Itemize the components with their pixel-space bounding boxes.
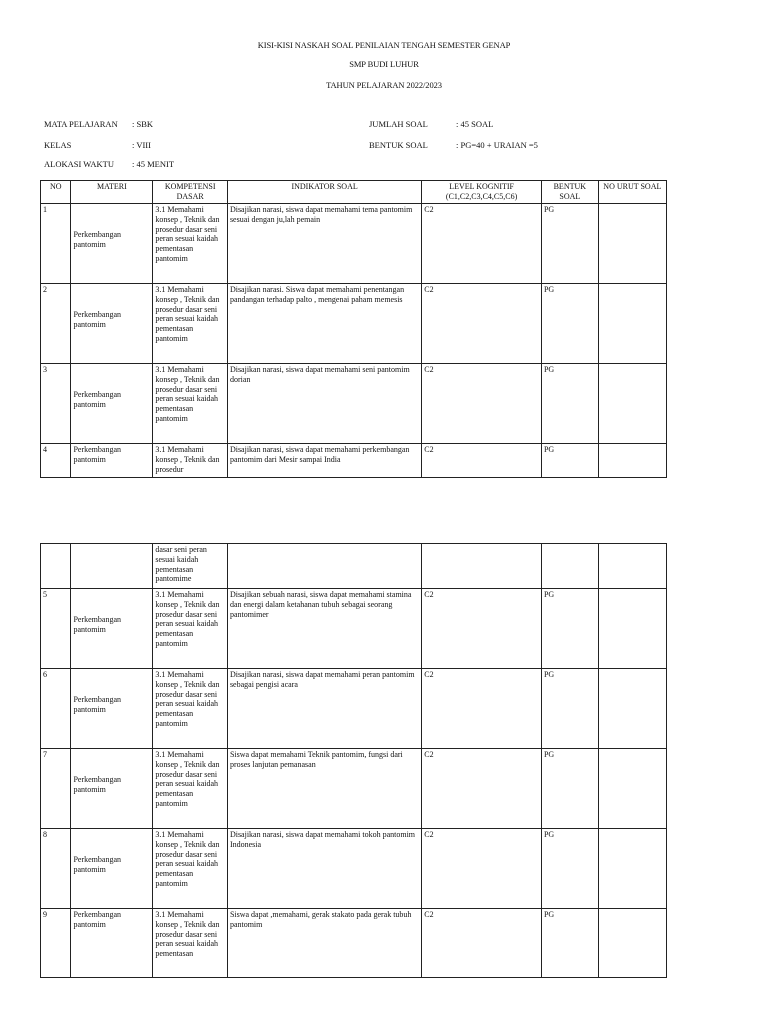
cell-bentuk: PG: [541, 749, 598, 829]
table-row: [41, 909, 667, 978]
table-row: [41, 589, 667, 669]
cell-no: 5: [41, 589, 71, 669]
cell-kd: 3.1 Memahami konsep , Teknik dan prosedur dasar seni peran sesuai kaidah pementasan pantomim: [153, 364, 228, 444]
cell-level: C2: [422, 909, 542, 978]
cell-kd: 3.1 Memahami konsep , Teknik dan prosedur: [153, 444, 228, 478]
cell-bentuk: PG: [541, 669, 598, 749]
cell-bentuk: PG: [541, 284, 598, 364]
col-header-no: NO: [41, 181, 71, 204]
cell-level: C2: [422, 364, 542, 444]
cell-bentuk: PG: [541, 589, 598, 669]
alokasi-label: ALOKASI WAKTU: [44, 159, 114, 169]
cell-no: 2: [41, 284, 71, 364]
cell-kd: 3.1 Memahami konsep , Teknik dan prosedur dasar seni peran sesuai kaidah pementasan pantomim: [153, 829, 228, 909]
cell-indikator: Disajikan narasi, siswa dapat memahami perkembangan pantomim dari Mesir sampai India: [227, 444, 421, 478]
cell-level: C2: [422, 669, 542, 749]
school-name: SMP BUDI LUHUR: [349, 59, 419, 69]
cell-no-urut: [598, 749, 666, 829]
document-title: KISI-KISI NASKAH SOAL PENILAIAN TENGAH SEMESTER GENAP: [257, 40, 511, 50]
cell-materi: Perkembangan pantomim: [71, 909, 153, 978]
cell-kd: 3.1 Memahami konsep , Teknik dan prosedur dasar seni peran sesuai kaidah pementasan pantomim: [153, 589, 228, 669]
jumlah-soal-label: JUMLAH SOAL: [369, 119, 428, 129]
cell-level: C2: [422, 749, 542, 829]
kelas-value: : VIII: [132, 140, 151, 150]
cell-level: C2: [422, 589, 542, 669]
cell-kd: 3.1 Memahami konsep , Teknik dan prosedur dasar seni peran sesuai kaidah pementasan pantomim: [153, 749, 228, 829]
cell-bentuk: PG: [541, 364, 598, 444]
table-row: [41, 829, 667, 909]
cell-indikator: Disajikan narasi. Siswa dapat memahami penentangan pandangan terhadap palto , mengenai paham memesis: [227, 284, 421, 364]
table-row: [41, 749, 667, 829]
kisi-table-page2: [40, 543, 667, 978]
cell-materi: Perkembangan pantomim: [71, 444, 153, 478]
cell-materi: Perkembangan pantomim: [71, 669, 153, 749]
cell-materi: Perkembangan pantomim: [71, 284, 153, 364]
cell-bentuk: PG: [541, 204, 598, 284]
cell-bentuk: PG: [541, 444, 598, 478]
cell-materi: Perkembangan pantomim: [71, 364, 153, 444]
col-header-kd: KOMPETENSI DASAR: [153, 181, 228, 204]
cell-no: 4: [41, 444, 71, 478]
table-header-row: [41, 181, 667, 204]
cell-no-urut: [598, 444, 666, 478]
cell-materi: Perkembangan pantomim: [71, 589, 153, 669]
col-header-no-urut: NO URUT SOAL: [598, 181, 666, 204]
cell-level: C2: [422, 444, 542, 478]
cell-materi: Perkembangan pantomim: [71, 749, 153, 829]
col-header-materi: MATERI: [71, 181, 153, 204]
cell-no: 1: [41, 204, 71, 284]
table-row: [41, 284, 667, 364]
cell-kd: 3.1 Memahami konsep , Teknik dan prosedur dasar seni peran sesuai kaidah pementasan pantomim: [153, 284, 228, 364]
cell-kd: 3.1 Memahami konsep , Teknik dan prosedur dasar seni peran sesuai kaidah pementasan: [153, 909, 228, 978]
table-row: [41, 444, 667, 478]
table-row-continuation: [41, 544, 667, 589]
cell-bentuk: PG: [541, 909, 598, 978]
bentuk-soal-label: BENTUK SOAL: [369, 140, 428, 150]
cell-level: C2: [422, 284, 542, 364]
cell-no-urut: [598, 204, 666, 284]
cell-kd: 3.1 Memahami konsep , Teknik dan prosedur dasar seni peran sesuai kaidah pementasan pantomim: [153, 204, 228, 284]
table-row: [41, 669, 667, 749]
cell-no-urut: [598, 829, 666, 909]
kisi-table-page1: [40, 180, 667, 478]
cell-no: 9: [41, 909, 71, 978]
cell-level: C2: [422, 204, 542, 284]
academic-year: TAHUN PELAJARAN 2022/2023: [326, 80, 442, 90]
cell-indikator: Disajikan narasi, siswa dapat memahami tokoh pantomim Indonesia: [227, 829, 421, 909]
cell-indikator: Disajikan sebuah narasi, siswa dapat memahami stamina dan energi dalam ketahanan tubuh sebagai seorang pantomimer: [227, 589, 421, 669]
mapel-label: MATA PELAJARAN: [44, 119, 118, 129]
col-header-level: LEVEL KOGNITIF (C1,C2,C3,C4,C5,C6): [422, 181, 542, 204]
cell-kd: 3.1 Memahami konsep , Teknik dan prosedur dasar seni peran sesuai kaidah pementasan pantomim: [153, 669, 228, 749]
cell-level: C2: [422, 829, 542, 909]
table-row: [41, 204, 667, 284]
col-header-indikator: INDIKATOR SOAL: [227, 181, 421, 204]
cell-no-urut: [598, 364, 666, 444]
jumlah-soal-value: : 45 SOAL: [456, 119, 494, 129]
alokasi-value: : 45 MENIT: [132, 159, 175, 169]
cell-no: 8: [41, 829, 71, 909]
cell-materi: Perkembangan pantomim: [71, 829, 153, 909]
cell-indikator: Siswa dapat ,memahami, gerak stakato pada gerak tubuh pantomim: [227, 909, 421, 978]
cell-indikator: Disajikan narasi, siswa dapat memahami tema pantomim sesuai dengan ju,lah pemain: [227, 204, 421, 284]
cell-kd: dasar seni peran sesuai kaidah pementasan pantomime: [153, 544, 228, 589]
cell-materi: Perkembangan pantomim: [71, 204, 153, 284]
cell-no-urut: [598, 669, 666, 749]
mapel-value: : SBK: [132, 119, 154, 129]
cell-no-urut: [598, 589, 666, 669]
cell-indikator: Disajikan narasi, siswa dapat memahami peran pantomim sebagai pengisi acara: [227, 669, 421, 749]
cell-no: 7: [41, 749, 71, 829]
cell-no-urut: [598, 284, 666, 364]
cell-indikator: Disajikan narasi, siswa dapat memahami seni pantomim dorian: [227, 364, 421, 444]
cell-indikator: Siswa dapat memahami Teknik pantomim, fungsi dari proses lanjutan pemanasan: [227, 749, 421, 829]
bentuk-soal-value: : PG=40 + URAIAN =5: [456, 140, 538, 150]
col-header-bentuk: BENTUK SOAL: [541, 181, 598, 204]
cell-no: 3: [41, 364, 71, 444]
cell-no: 6: [41, 669, 71, 749]
cell-no-urut: [598, 909, 666, 978]
cell-bentuk: PG: [541, 829, 598, 909]
table-row: [41, 364, 667, 444]
kelas-label: KELAS: [44, 140, 72, 150]
